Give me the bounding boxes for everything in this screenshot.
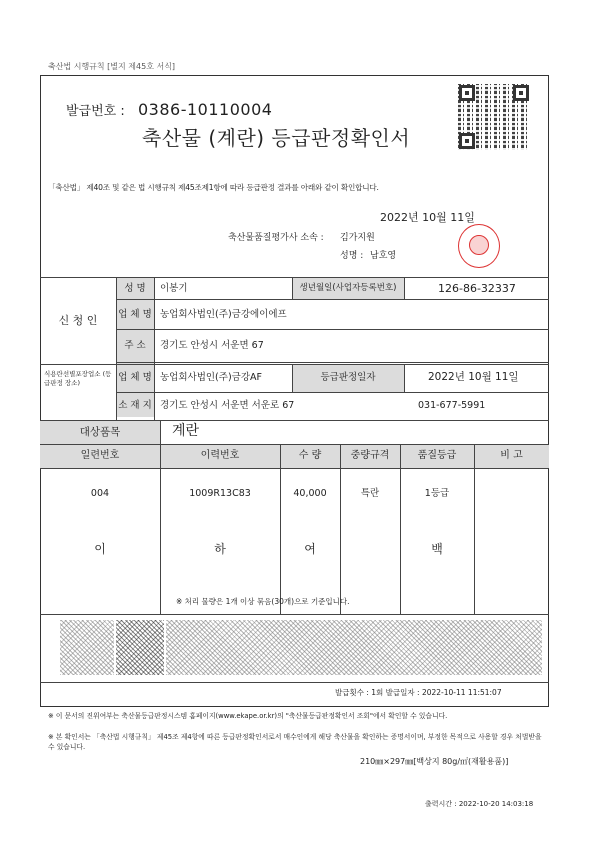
item-value: 계란 bbox=[172, 423, 200, 439]
header-serial: 일련번호 bbox=[80, 450, 120, 461]
security-pattern bbox=[166, 620, 542, 675]
row-quality-grade: 1등급 bbox=[424, 488, 450, 499]
header-remarks: 비 고 bbox=[500, 450, 523, 461]
issue-number-label: 발급번호 : bbox=[66, 104, 125, 119]
grader-name-value: 남호영 bbox=[370, 251, 397, 261]
business-number-label: 생년월일(사업자등록번호) bbox=[299, 283, 397, 293]
form-reference: 축산법 시행규칙 [별지 제45호 서식] bbox=[48, 62, 176, 71]
applicant-address-value: 경기도 안성시 서운면 67 bbox=[160, 340, 264, 351]
header-trace-number: 이력번호 bbox=[200, 450, 240, 461]
footer-note-legal: ※ 본 확인서는 「축산법 시행규칙」 제45조 제4항에 따른 등급판정확인서로서 매수인에게 해당 축산물을 확인하는 증명서이며, 부정한 목적으로 사용할 경우 처벌받을 수 있습니다. bbox=[48, 733, 542, 751]
row-weight-class: 특란 bbox=[360, 488, 380, 499]
facility-address-label: 소 재 지 bbox=[118, 400, 152, 411]
grader-name-label: 성명 : bbox=[340, 251, 364, 261]
header-quality-grade: 품질등급 bbox=[417, 450, 457, 461]
grader-org-value: 김가지원 bbox=[340, 233, 375, 243]
blank-mark: 백 bbox=[431, 542, 443, 556]
blank-mark: 하 bbox=[214, 542, 226, 556]
applicant-name-value: 이봉기 bbox=[160, 283, 188, 294]
paper-size: 210㎜×297㎜[백상지 80g/㎡(재활용품)] bbox=[360, 757, 509, 766]
applicant-name-label: 성 명 bbox=[124, 283, 146, 294]
grader-org-label: 축산물품질평가사 소속 : bbox=[228, 233, 324, 243]
facility-address-value: 경기도 안성시 서운면 서운로 67 bbox=[160, 400, 295, 411]
row-quantity: 40,000 bbox=[293, 488, 327, 499]
quantity-note: ※ 처리 물량은 1개 이상 묶음(30개)으로 기준입니다. bbox=[176, 597, 350, 606]
blank-mark: 이 bbox=[94, 542, 106, 556]
document-title: 축산물 (계란) 등급판정확인서 bbox=[142, 126, 411, 150]
issue-info: 발급횟수 : 1회 발급일자 : 2022-10-11 11:51:07 bbox=[335, 688, 502, 697]
qr-code bbox=[458, 84, 530, 150]
grading-date-value: 2022년 10월 11일 bbox=[428, 371, 519, 383]
official-seal bbox=[458, 224, 500, 268]
facility-company-label: 업 체 명 bbox=[118, 372, 152, 383]
header-weight-class: 중량규격 bbox=[350, 450, 390, 461]
security-pattern bbox=[60, 620, 114, 675]
item-label: 대상품목 bbox=[79, 426, 121, 438]
blank-mark: 여 bbox=[304, 542, 316, 556]
facility-section-label: 식용란선별포장업소 (등급판정 장소) bbox=[44, 370, 112, 387]
applicant-company-label: 업 체 명 bbox=[118, 309, 152, 320]
issue-number: 0386-10110004 bbox=[138, 100, 273, 119]
business-number-value: 126-86-32337 bbox=[438, 282, 516, 295]
grading-date-label: 등급판정일자 bbox=[320, 372, 376, 383]
row-serial: 004 bbox=[90, 488, 110, 499]
row-trace-number: 1009R13C83 bbox=[189, 488, 251, 499]
footer-note-verification: ※ 이 문서의 진위여부는 축산물등급판정시스템 홈페이지(www.ekape.or.kr)의 "축산물등급판정확인서 조회"에서 확인할 수 있습니다. bbox=[48, 712, 448, 720]
facility-phone: 031-677-5991 bbox=[418, 400, 486, 411]
applicant-address-label: 주 소 bbox=[124, 340, 146, 351]
applicant-company-value: 농업회사법인(주)금강에이에프 bbox=[160, 309, 287, 320]
header-quantity: 수 량 bbox=[298, 450, 322, 461]
statement-text: 「축산법」 제40조 및 같은 법 시행규칙 제45조제1항에 따라 등급판정 결과를 아래와 같이 확인합니다. bbox=[48, 183, 379, 192]
facility-company-value: 농업회사법인(주)금강AF bbox=[160, 372, 262, 383]
applicant-section-label: 신 청 인 bbox=[58, 314, 98, 327]
print-time: 출력시간 : 2022-10-20 14:03:18 bbox=[425, 800, 534, 808]
security-pattern bbox=[116, 620, 164, 675]
issue-date: 2022년 10월 11일 bbox=[380, 211, 475, 224]
